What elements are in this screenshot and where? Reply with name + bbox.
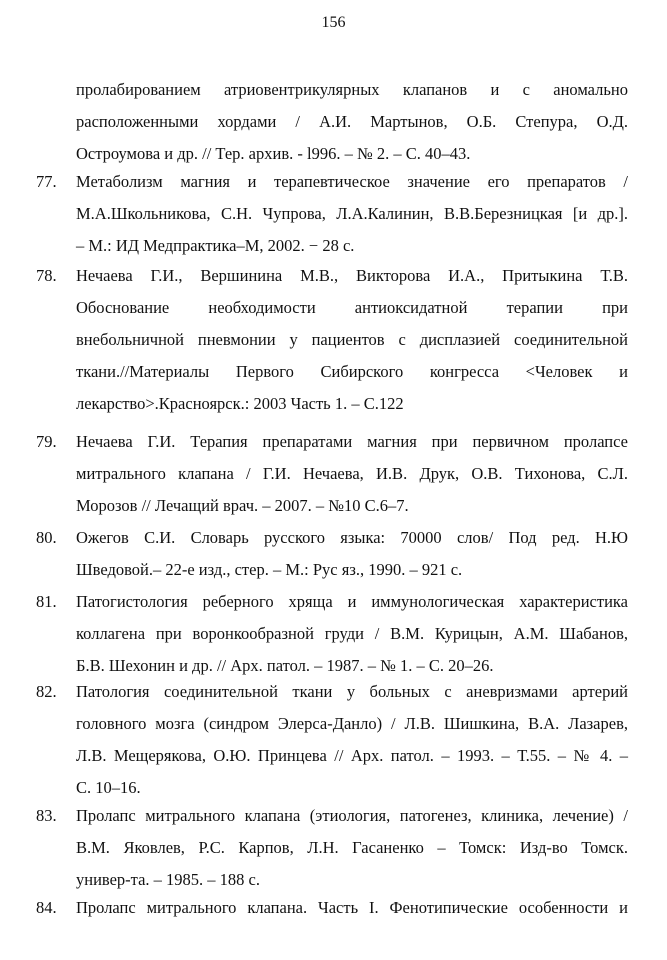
reference-line: Нечаева Г.И. Терапия препаратами магния при первичном пролапсе — [76, 432, 628, 451]
reference-line: Шведовой.– 22-е изд., стер. – М.: Рус яз., 1990. – 921 с. — [76, 560, 463, 579]
reference-line: Морозов // Лечащий врач. – 2007. – №10 С.6–7. — [76, 496, 409, 515]
reference-line: ткани.//Материалы Первого Сибирского конгресса <Человек и — [76, 362, 628, 381]
page-number: 156 — [321, 14, 346, 31]
reference-line: М.А.Школьникова, С.Н. Чупрова, Л.А.Калинин, В.В.Березницкая [и др.]. — [76, 204, 628, 223]
reference-number: 84. — [36, 898, 57, 917]
reference-number: 83. — [36, 806, 57, 825]
reference-line: митрального клапана / Г.И. Нечаева, И.В. Друк, О.В. Тихонова, С.Л. — [76, 464, 628, 483]
reference-line: Обоснование необходимости антиоксидатной терапии при — [76, 298, 628, 317]
reference-line: лекарство>.Красноярск.: 2003 Часть 1. – С.122 — [76, 394, 404, 413]
reference-number: 80. — [36, 528, 57, 547]
reference-line: – М.: ИД Медпрактика–М, 2002. − 28 с. — [76, 236, 355, 255]
reference-number: 79. — [36, 432, 57, 451]
reference-line: универ-та. – 1985. – 188 с. — [76, 870, 260, 889]
reference-number: 81. — [36, 592, 57, 611]
reference-line: В.М. Яковлев, Р.С. Карпов, Л.Н. Гасаненко – Томск: Изд-во Томск. — [76, 838, 628, 857]
reference-number: 77. — [36, 172, 57, 191]
reference-line: Пролапс митрального клапана (этиология, патогенез, клиника, лечение) / — [76, 806, 628, 825]
reference-line: внебольничной пневмонии у пациентов с дисплазией соединительной — [76, 330, 628, 349]
reference-number: 82. — [36, 682, 57, 701]
reference-line: Л.В. Мещерякова, О.Ю. Принцева // Арх. патол. – 1993. – Т.55. – № 4. – — [76, 746, 628, 765]
reference-line: расположенными хордами / А.И. Мартынов, О.Б. Степура, О.Д. — [76, 112, 628, 131]
reference-line: Ожегов С.И. Словарь русского языка: 70000 слов/ Под ред. Н.Ю — [76, 528, 628, 547]
reference-line: Патология соединительной ткани у больных с аневризмами артерий — [76, 682, 628, 701]
reference-line: Пролапс митрального клапана. Часть I. Фенотипические особенности и — [76, 898, 628, 917]
reference-line: Патогистология реберного хряща и иммунологическая характеристика — [76, 592, 628, 611]
reference-line: С. 10–16. — [76, 778, 141, 797]
reference-number: 78. — [36, 266, 57, 285]
reference-line: Нечаева Г.И., Вершинина М.В., Викторова И.А., Притыкина Т.В. — [76, 266, 628, 285]
reference-line: Остроумова и др. // Тер. архив. - l996. – № 2. – С. 40–43. — [76, 144, 471, 163]
reference-line: Метаболизм магния и терапевтическое значение его препаратов / — [76, 172, 628, 191]
reference-line: пролабированием атриовентрикулярных клапанов и с аномально — [76, 80, 628, 99]
reference-line: Б.В. Шехонин и др. // Арх. патол. – 1987. – № 1. – С. 20–26. — [76, 656, 494, 675]
reference-line: коллагена при воронкообразной груди / В.М. Курицын, А.М. Шабанов, — [76, 624, 628, 643]
reference-line: головного мозга (синдром Элерса-Данло) / Л.В. Шишкина, В.А. Лазарев, — [76, 714, 628, 733]
